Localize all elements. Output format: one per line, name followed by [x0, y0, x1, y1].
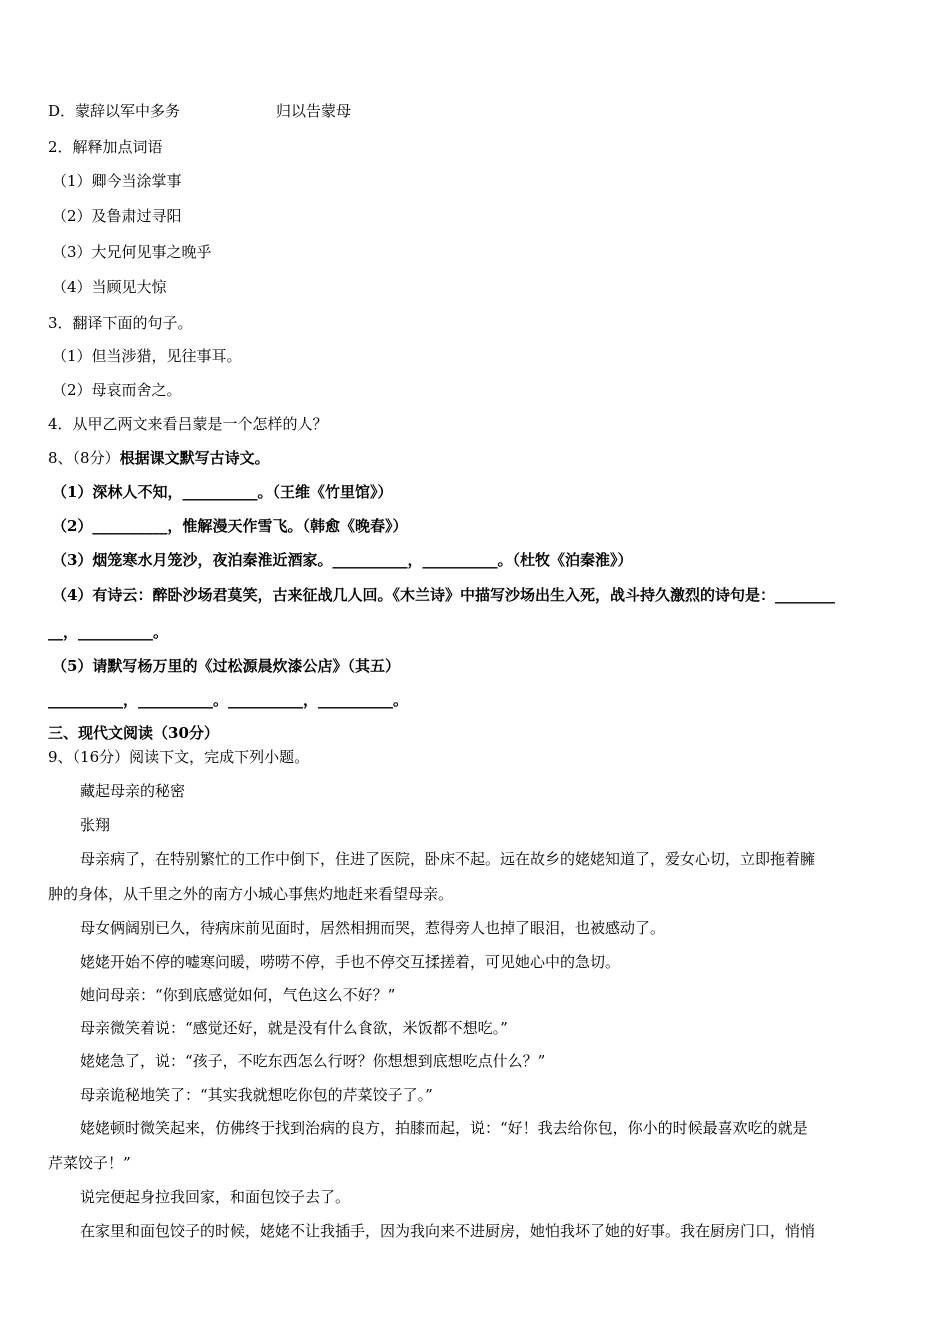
article-paragraph: 母亲微笑着说：“感觉还好，就是没有什么食欲，米饭都不想吃。”: [80, 1019, 508, 1037]
q8-item: （1）深林人不知，__________。（王维《竹里馆》）: [52, 483, 393, 501]
article-paragraph: 母亲病了，在特别繁忙的工作中倒下，住进了医院，卧床不起。远在故乡的姥姥知道了，爱女心切，立即拖着臃: [80, 850, 816, 868]
q8-heading: [48, 448, 270, 468]
q8-item: （5）请默写杨万里的《过松源晨炊漆公店》（其五）: [52, 657, 400, 675]
section-3-title: 三、现代文阅读（30分）: [48, 724, 219, 742]
q8-number: 8、（8分）: [48, 449, 120, 467]
article-author: 张翔: [80, 816, 111, 834]
q8-item: （4）有诗云：醉卧沙场君莫笑，古来征战几人回。《木兰诗》中描写沙场出生入死，战斗持久激烈的诗句是：________: [52, 586, 835, 604]
article-paragraph: 肿的身体，从千里之外的南方小城心事焦灼地赶来看望母亲。: [48, 885, 454, 903]
article-paragraph: 芹菜饺子！”: [48, 1154, 131, 1172]
q7-2-item: （3）大兄何见事之晚乎: [52, 243, 212, 261]
q7-4-title: 4．从甲乙两文来看吕蒙是一个怎样的人？: [48, 415, 328, 433]
article-paragraph: 母女俩阔别已久，待病床前见面时，居然相拥而哭，惹得旁人也掉了眼泪，也被感动了。: [80, 919, 666, 937]
q7-2-item: （2）及鲁肃过寻阳: [52, 207, 182, 225]
q7-3-item: （2）母哀而舍之。: [52, 381, 182, 399]
q7-2-title: 2．解释加点词语: [48, 138, 163, 156]
q8-item: （3）烟笼寒水月笼沙，夜泊秦淮近酒家。__________，__________。（杜牧《泊秦淮》）: [52, 551, 633, 569]
article-paragraph: 姥姥开始不停的嘘寒问暖，唠唠不停，手也不停交互揉搓着，可见她心中的急切。: [80, 953, 621, 971]
q8-item-blanks: __________，__________。__________，__________。: [48, 691, 409, 709]
article-paragraph: 她问母亲：“你到底感觉如何，气色这么不好？”: [80, 986, 396, 1004]
article-paragraph: 姥姥顿时微笑起来，仿佛终于找到治病的良方，拍膝而起，说：“好！我去给你包，你小的时候最喜欢吃的就是: [80, 1119, 808, 1137]
q8-title: 根据课文默写古诗文。: [119, 449, 270, 467]
q7-option-d: [48, 101, 351, 121]
q7-2-item: （1）卿今当涂掌事: [52, 172, 182, 190]
article-paragraph: 说完便起身拉我回家，和面包饺子去了。: [80, 1188, 351, 1206]
q8-item: （2）__________，惟解漫天作雪飞。（韩愈《晚春》）: [52, 517, 408, 535]
article-paragraph: 姥姥急了，说：“孩子，不吃东西怎么行呀？你想想到底想吃点什么？”: [80, 1052, 546, 1070]
article-title: 藏起母亲的秘密: [80, 782, 186, 800]
option-d-right: 归以告蒙母: [276, 102, 352, 120]
q8-item-continued: __，__________。: [48, 623, 169, 641]
article-paragraph: 母亲诡秘地笑了：“其实我就想吃你包的芹菜饺子了。”: [80, 1086, 433, 1104]
q7-2-item: （4）当顾见大惊: [52, 278, 167, 296]
q7-3-title: 3．翻译下面的句子。: [48, 314, 193, 332]
article-paragraph: 在家里和面包饺子的时候，姥姥不让我插手，因为我向来不进厨房，她怕我坏了她的好事。我在厨房门口，悄悄: [80, 1222, 816, 1240]
option-d-left: D．蒙辞以军中多务: [48, 102, 181, 120]
q7-3-item: （1）但当涉猎，见往事耳。: [52, 347, 242, 365]
q9-intro: 9、（16分）阅读下文，完成下列小题。: [48, 748, 310, 766]
